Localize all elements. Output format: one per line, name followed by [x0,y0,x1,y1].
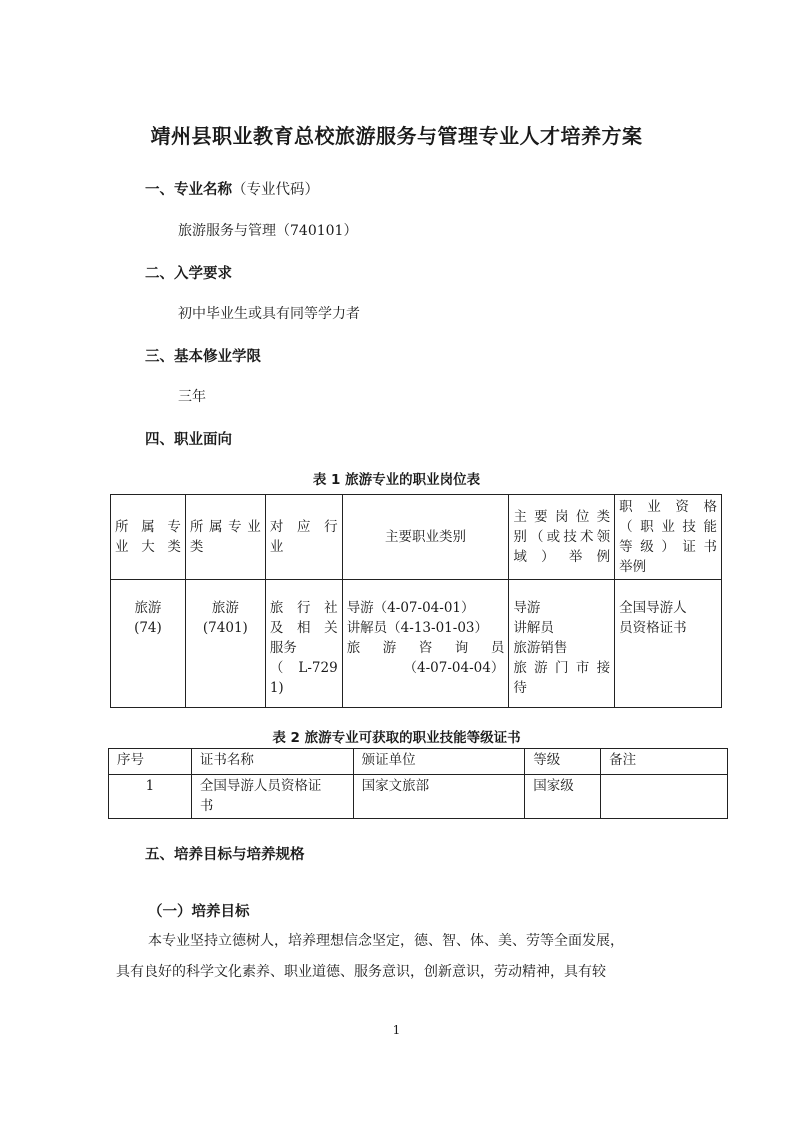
table-cell: 旅行社 及相关 服务 （L-729 1) [265,580,342,708]
paragraph-line: 本专业坚持立德树人，培养理想信念坚定，德、智、体、美、劳等全面发展， [148,933,624,949]
page-number: 1 [392,1023,401,1037]
table-cell: 全国导游人员资格证 书 [191,775,353,819]
table-header-row [111,495,722,580]
paragraph-line: 具有良好的科学文化素养、职业道德、服务意识，创新意识，劳动精神，具有较 [116,964,606,980]
table1-caption: 表 1 旅游专业的职业岗位表 [312,472,481,488]
section-heading-major-name: 一、专业名称（专业代码） [145,182,319,198]
table-cell: 旅游 (74) [111,580,186,708]
table-cell: 导游 讲解员 旅游销售 旅游门市接 待 [509,580,615,708]
header-cell: 主要职业类别 [342,495,509,580]
header-cell: 职业资格 （职业技能 等级）证书 举例 [615,495,722,580]
header-cell: 所属专 业大类 [111,495,186,580]
admission-text: 初中毕业生或具有同等学力者 [178,306,360,322]
header-cell: 所属专业 类 [185,495,265,580]
section-heading-objectives: 五、培养目标与培养规格 [145,847,305,863]
header-cell: 主要岗位类 别（或技术领 域）举例 [509,495,615,580]
career-positions-table [110,494,722,708]
table-cell: 旅游 (7401) [185,580,265,708]
header-cell: 对应行 业 [265,495,342,580]
table-cell [601,775,728,819]
table-cell: 导游（4-07-04-01） 讲解员（4-13-01-03） 旅游咨询员 （4-07-04-04） [342,580,509,708]
header-cell: 备注 [601,749,728,775]
table-row [111,580,722,708]
table-cell: 1 [109,775,192,819]
table-row [109,775,728,819]
document-title: 靖州县职业教育总校旅游服务与管理专业人才培养方案 [150,124,643,148]
table-cell: 全国导游人 员资格证书 [615,580,722,708]
major-name-text: 旅游服务与管理（740101） [178,223,358,239]
table-header-row [109,749,728,775]
section-heading-duration: 三、基本修业学限 [145,349,261,365]
subsection-heading-goal: （一）培养目标 [148,904,250,920]
table-cell: 国家文旅部 [353,775,525,819]
table2-caption: 表 2 旅游专业可获取的职业技能等级证书 [272,730,521,746]
header-cell: 序号 [109,749,192,775]
section-heading-career: 四、职业面向 [145,432,232,448]
header-cell: 等级 [525,749,601,775]
section-subheading-code: （专业代码） [232,182,319,198]
header-cell: 颁证单位 [353,749,525,775]
certificates-table [108,748,728,819]
table-cell: 国家级 [525,775,601,819]
duration-text: 三年 [178,389,206,405]
header-cell: 证书名称 [191,749,353,775]
section-heading-admission: 二、入学要求 [145,266,232,282]
